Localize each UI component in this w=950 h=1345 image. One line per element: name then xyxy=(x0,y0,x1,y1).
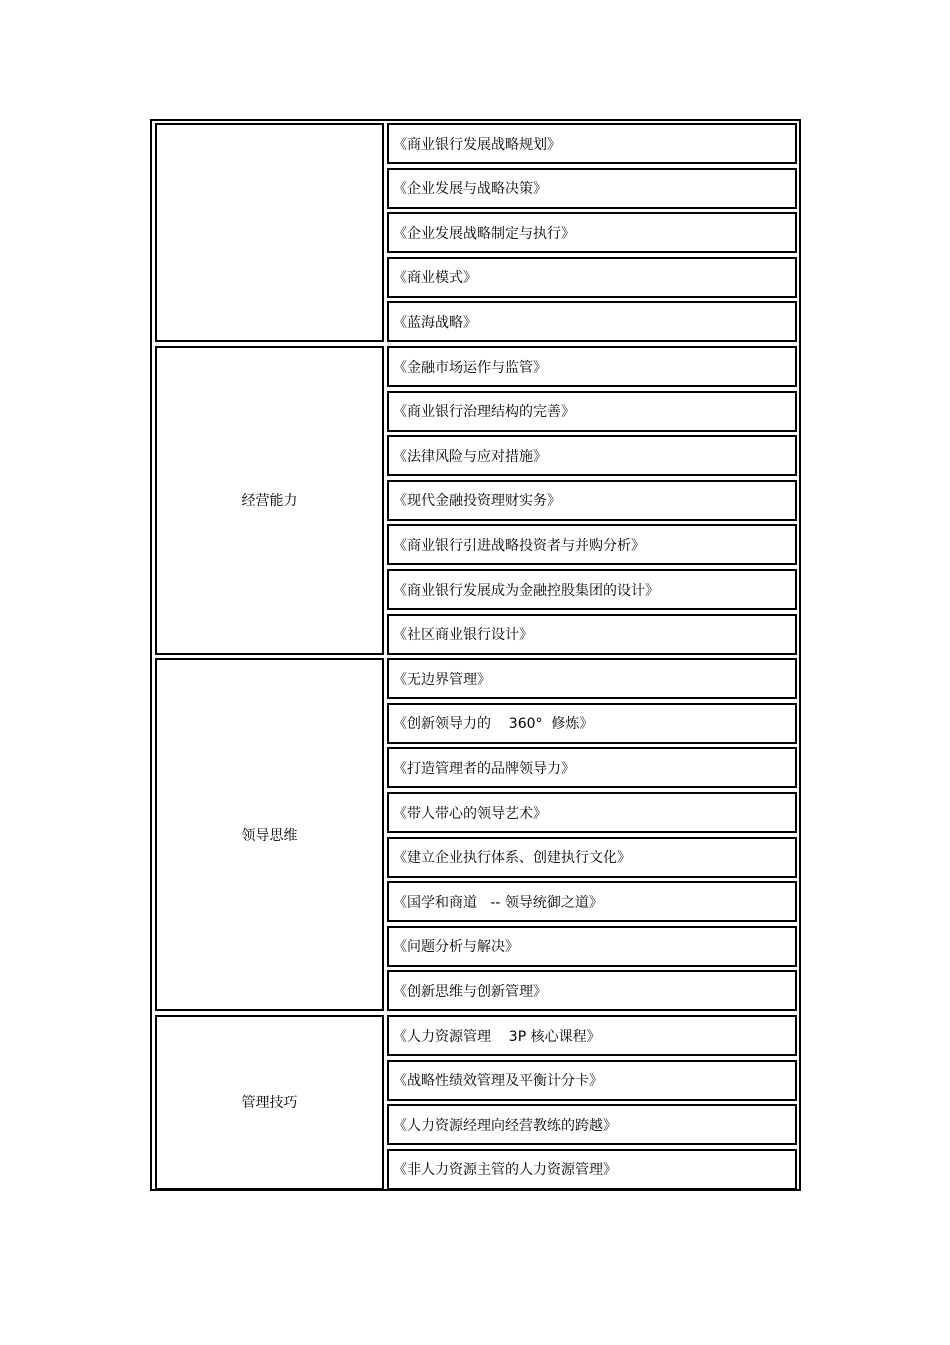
course-title: 《商业银行治理结构的完善》 xyxy=(393,404,575,421)
course-cell xyxy=(387,391,797,432)
course-table xyxy=(150,119,801,1191)
course-title: 《打造管理者的品牌领导力》 xyxy=(393,760,575,777)
course-title: 《创新思维与创新管理》 xyxy=(393,983,547,1000)
course-cell xyxy=(387,257,797,298)
course-cell xyxy=(387,435,797,476)
course-title: 《非人力资源主管的人力资源管理》 xyxy=(393,1162,617,1179)
category-label: 经营能力 xyxy=(241,493,298,510)
course-title: 《企业发展与战略决策》 xyxy=(393,181,547,198)
course-cell xyxy=(387,168,797,209)
course-title: 《法律风险与应对措施》 xyxy=(393,448,547,465)
course-title: 《商业模式》 xyxy=(393,270,477,287)
course-cell xyxy=(387,212,797,253)
course-cell xyxy=(387,1015,797,1056)
course-title: 《商业银行引进战略投资者与并购分析》 xyxy=(393,537,645,554)
course-cell xyxy=(387,703,797,744)
course-cell xyxy=(387,747,797,788)
course-cell xyxy=(387,480,797,521)
course-title: 《企业发展战略制定与执行》 xyxy=(393,225,575,242)
course-cell xyxy=(387,658,797,699)
course-title: 《问题分析与解决》 xyxy=(393,939,519,956)
category-cell xyxy=(155,1015,384,1190)
course-cell xyxy=(387,926,797,967)
course-title: 《无边界管理》 xyxy=(393,671,491,688)
course-cell xyxy=(387,792,797,833)
course-cell xyxy=(387,1149,797,1190)
course-cell xyxy=(387,524,797,565)
course-cell xyxy=(387,123,797,164)
course-cell xyxy=(387,569,797,610)
course-cell xyxy=(387,1060,797,1101)
course-title: 《社区商业银行设计》 xyxy=(393,627,533,644)
course-title: 《人力资源经理向经营教练的跨越》 xyxy=(393,1117,617,1134)
category-label: 管理技巧 xyxy=(241,1095,298,1112)
course-title: 《商业银行发展战略规划》 xyxy=(393,136,561,153)
course-cell xyxy=(387,1104,797,1145)
course-cell xyxy=(387,881,797,922)
category-label: 领导思维 xyxy=(241,827,298,844)
course-cell xyxy=(387,301,797,342)
category-cell xyxy=(155,346,384,655)
category-cell xyxy=(155,658,384,1011)
category-cell xyxy=(155,123,384,342)
course-title: 《创新领导力的 360° 修炼》 xyxy=(393,716,594,733)
course-cell xyxy=(387,970,797,1011)
course-title: 《国学和商道 -- 领导统御之道》 xyxy=(393,894,603,911)
course-title: 《现代金融投资理财实务》 xyxy=(393,493,561,510)
course-title: 《带人带心的领导艺术》 xyxy=(393,805,547,822)
course-cell xyxy=(387,837,797,878)
course-title: 《战略性绩效管理及平衡计分卡》 xyxy=(393,1073,603,1090)
course-title: 《商业银行发展成为金融控股集团的设计》 xyxy=(393,582,659,599)
course-title: 《建立企业执行体系、创建执行文化》 xyxy=(393,850,631,867)
course-cell xyxy=(387,614,797,655)
course-cell xyxy=(387,346,797,387)
course-title: 《人力资源管理 3P 核心课程》 xyxy=(393,1028,601,1045)
course-title: 《蓝海战略》 xyxy=(393,314,477,331)
course-title: 《金融市场运作与监管》 xyxy=(393,359,547,376)
